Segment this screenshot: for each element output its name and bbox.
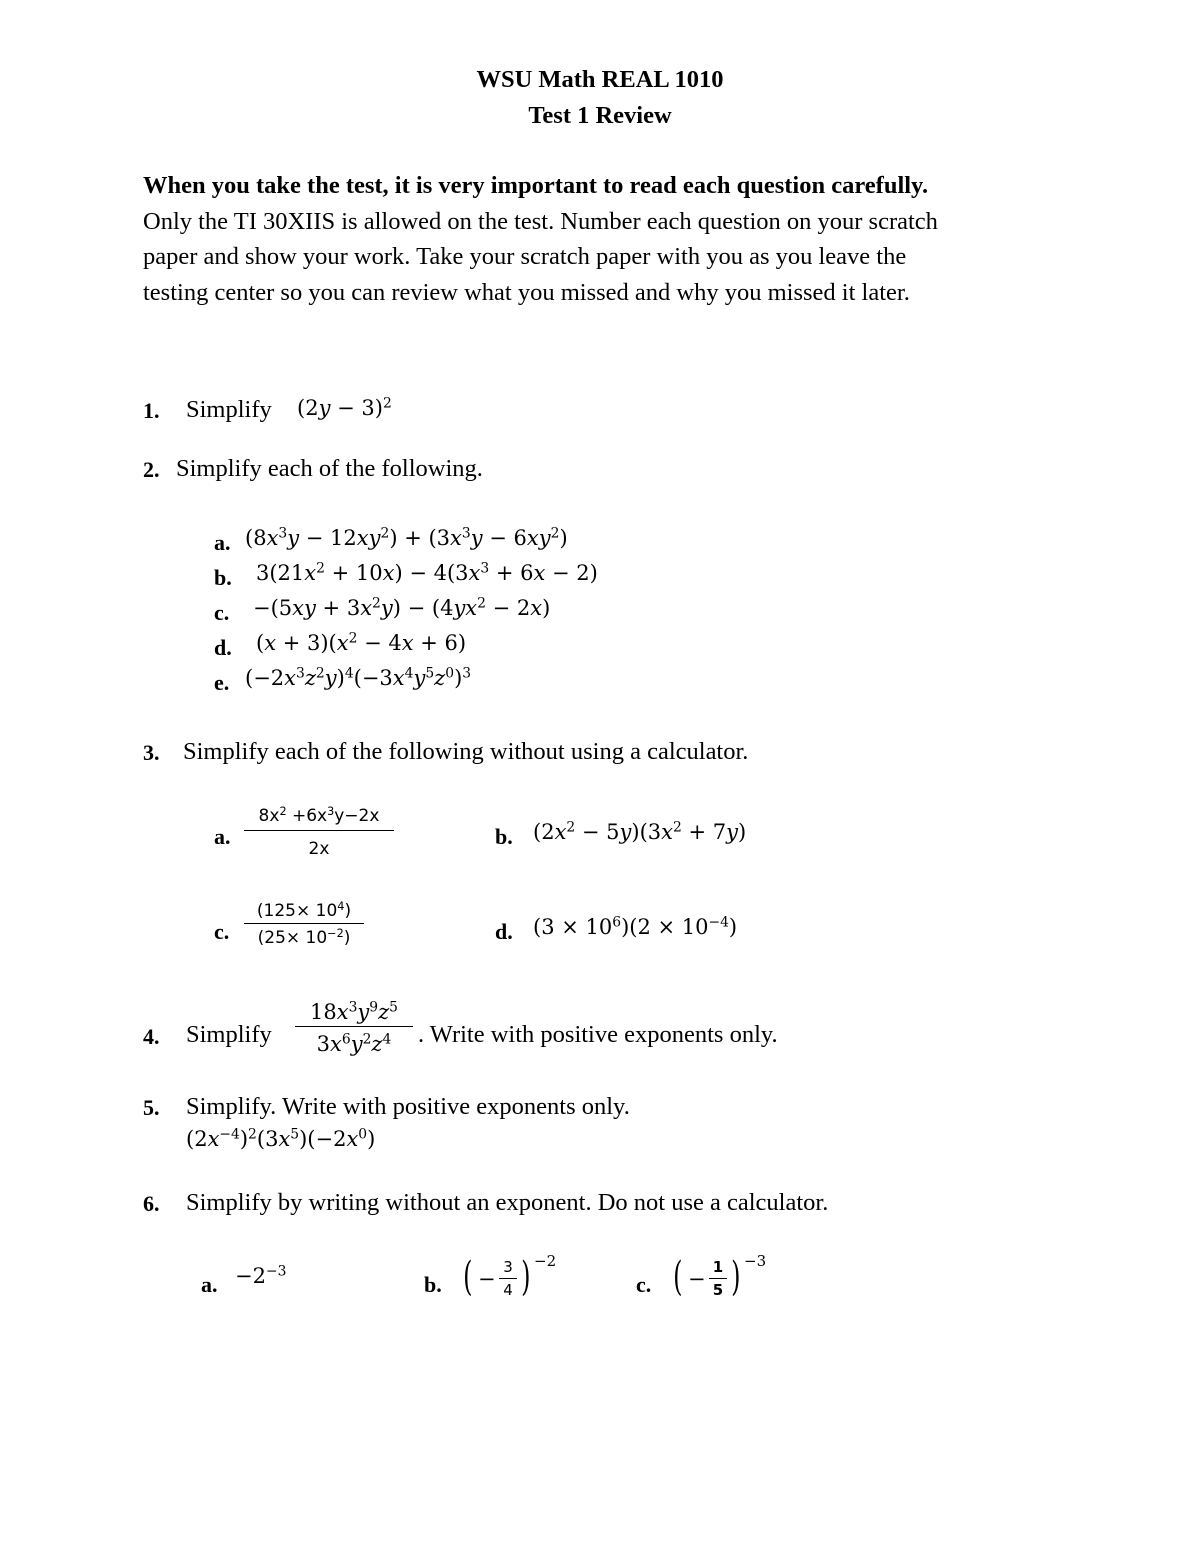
q6c-expression: ( − 1 5 ) −3	[673, 1252, 767, 1300]
q2e-expression: $(-2x^3z^2y)^4(-3x^4y^5z^0)^3$	[245, 665, 472, 690]
q1-number: 1.	[143, 398, 160, 423]
q2-text: Simplify each of the following.	[176, 455, 483, 482]
q3-text: Simplify each of the following without using a calculator.	[183, 738, 749, 765]
q1-expression: $(2y - 3)^2$	[297, 395, 392, 420]
q2e-label: e.	[214, 670, 230, 695]
q4-text: Simplify	[186, 1021, 272, 1048]
q6b-expression: ( − 3 4 ) −2	[463, 1252, 557, 1300]
q6a-expression: $-2^{-3}$	[235, 1263, 287, 1288]
q2-number: 2.	[143, 457, 160, 482]
intro-line-3: testing center so you can review what you missed and why you missed it later.	[143, 279, 910, 306]
q3a-label: a.	[214, 824, 231, 849]
q3c-label: c.	[214, 919, 230, 944]
q3d-expression: $(3 \times 10^6)(2 \times 10^{-4})$	[533, 914, 738, 939]
q3b-label: b.	[495, 824, 513, 849]
q6c-label: c.	[636, 1272, 652, 1297]
q6-number: 6.	[143, 1191, 160, 1216]
q3-number: 3.	[143, 740, 160, 765]
document-subtitle: Test 1 Review	[528, 102, 672, 129]
q5-text: Simplify. Write with positive exponents only.	[186, 1093, 630, 1120]
q1-text: Simplify	[186, 396, 272, 423]
q2a-label: a.	[214, 530, 231, 555]
q4-number: 4.	[143, 1024, 160, 1049]
q3b-expression: $(2x^2 - 5y)(3x^2 + 7y)$	[533, 819, 747, 844]
q2c-label: c.	[214, 600, 230, 625]
q6-text: Simplify by writing without an exponent. Do not use a calculator.	[186, 1189, 829, 1216]
q4-tail: . Write with positive exponents only.	[418, 1021, 778, 1048]
q2c-expression: $-(5xy + 3x^2y) - (4yx^2 - 2x)$	[253, 595, 551, 620]
q5-number: 5.	[143, 1095, 160, 1120]
q2d-expression: $(x + 3)(x^2 - 4x + 6)$	[256, 630, 467, 655]
intro-line-2: paper and show your work. Take your scratch paper with you as you leave the	[143, 243, 907, 270]
q3d-label: d.	[495, 919, 513, 944]
q6b-label: b.	[424, 1272, 442, 1297]
document-title: WSU Math REAL 1010	[476, 66, 724, 93]
intro-bold-line: When you take the test, it is very important to read each question carefully.	[143, 172, 929, 199]
q2b-label: b.	[214, 565, 232, 590]
q6a-label: a.	[201, 1272, 218, 1297]
q3a-fraction: $8x^2 +6x^3y-2x$ 2x	[244, 806, 394, 859]
q2a-expression: $(8x^3y - 12xy^2) + (3x^3y - 6xy^2)$	[245, 525, 568, 550]
q4-fraction: $18x^3y^9z^5$ $3x^6y^2z^4$	[295, 1000, 413, 1056]
q2b-expression: $3(21x^2 + 10x) - 4(3x^3 + 6x - 2)$	[256, 560, 598, 585]
q2d-label: d.	[214, 635, 232, 660]
intro-line-1: Only the TI 30XIIS is allowed on the test. Number each question on your scratch	[143, 208, 938, 235]
q3c-fraction: $(125\times 10^4)$ $(25\times 10^{-2})$	[244, 901, 364, 948]
q5-expression: $(2x^{-4})^2(3x^5)(-2x^0)$	[186, 1126, 376, 1151]
